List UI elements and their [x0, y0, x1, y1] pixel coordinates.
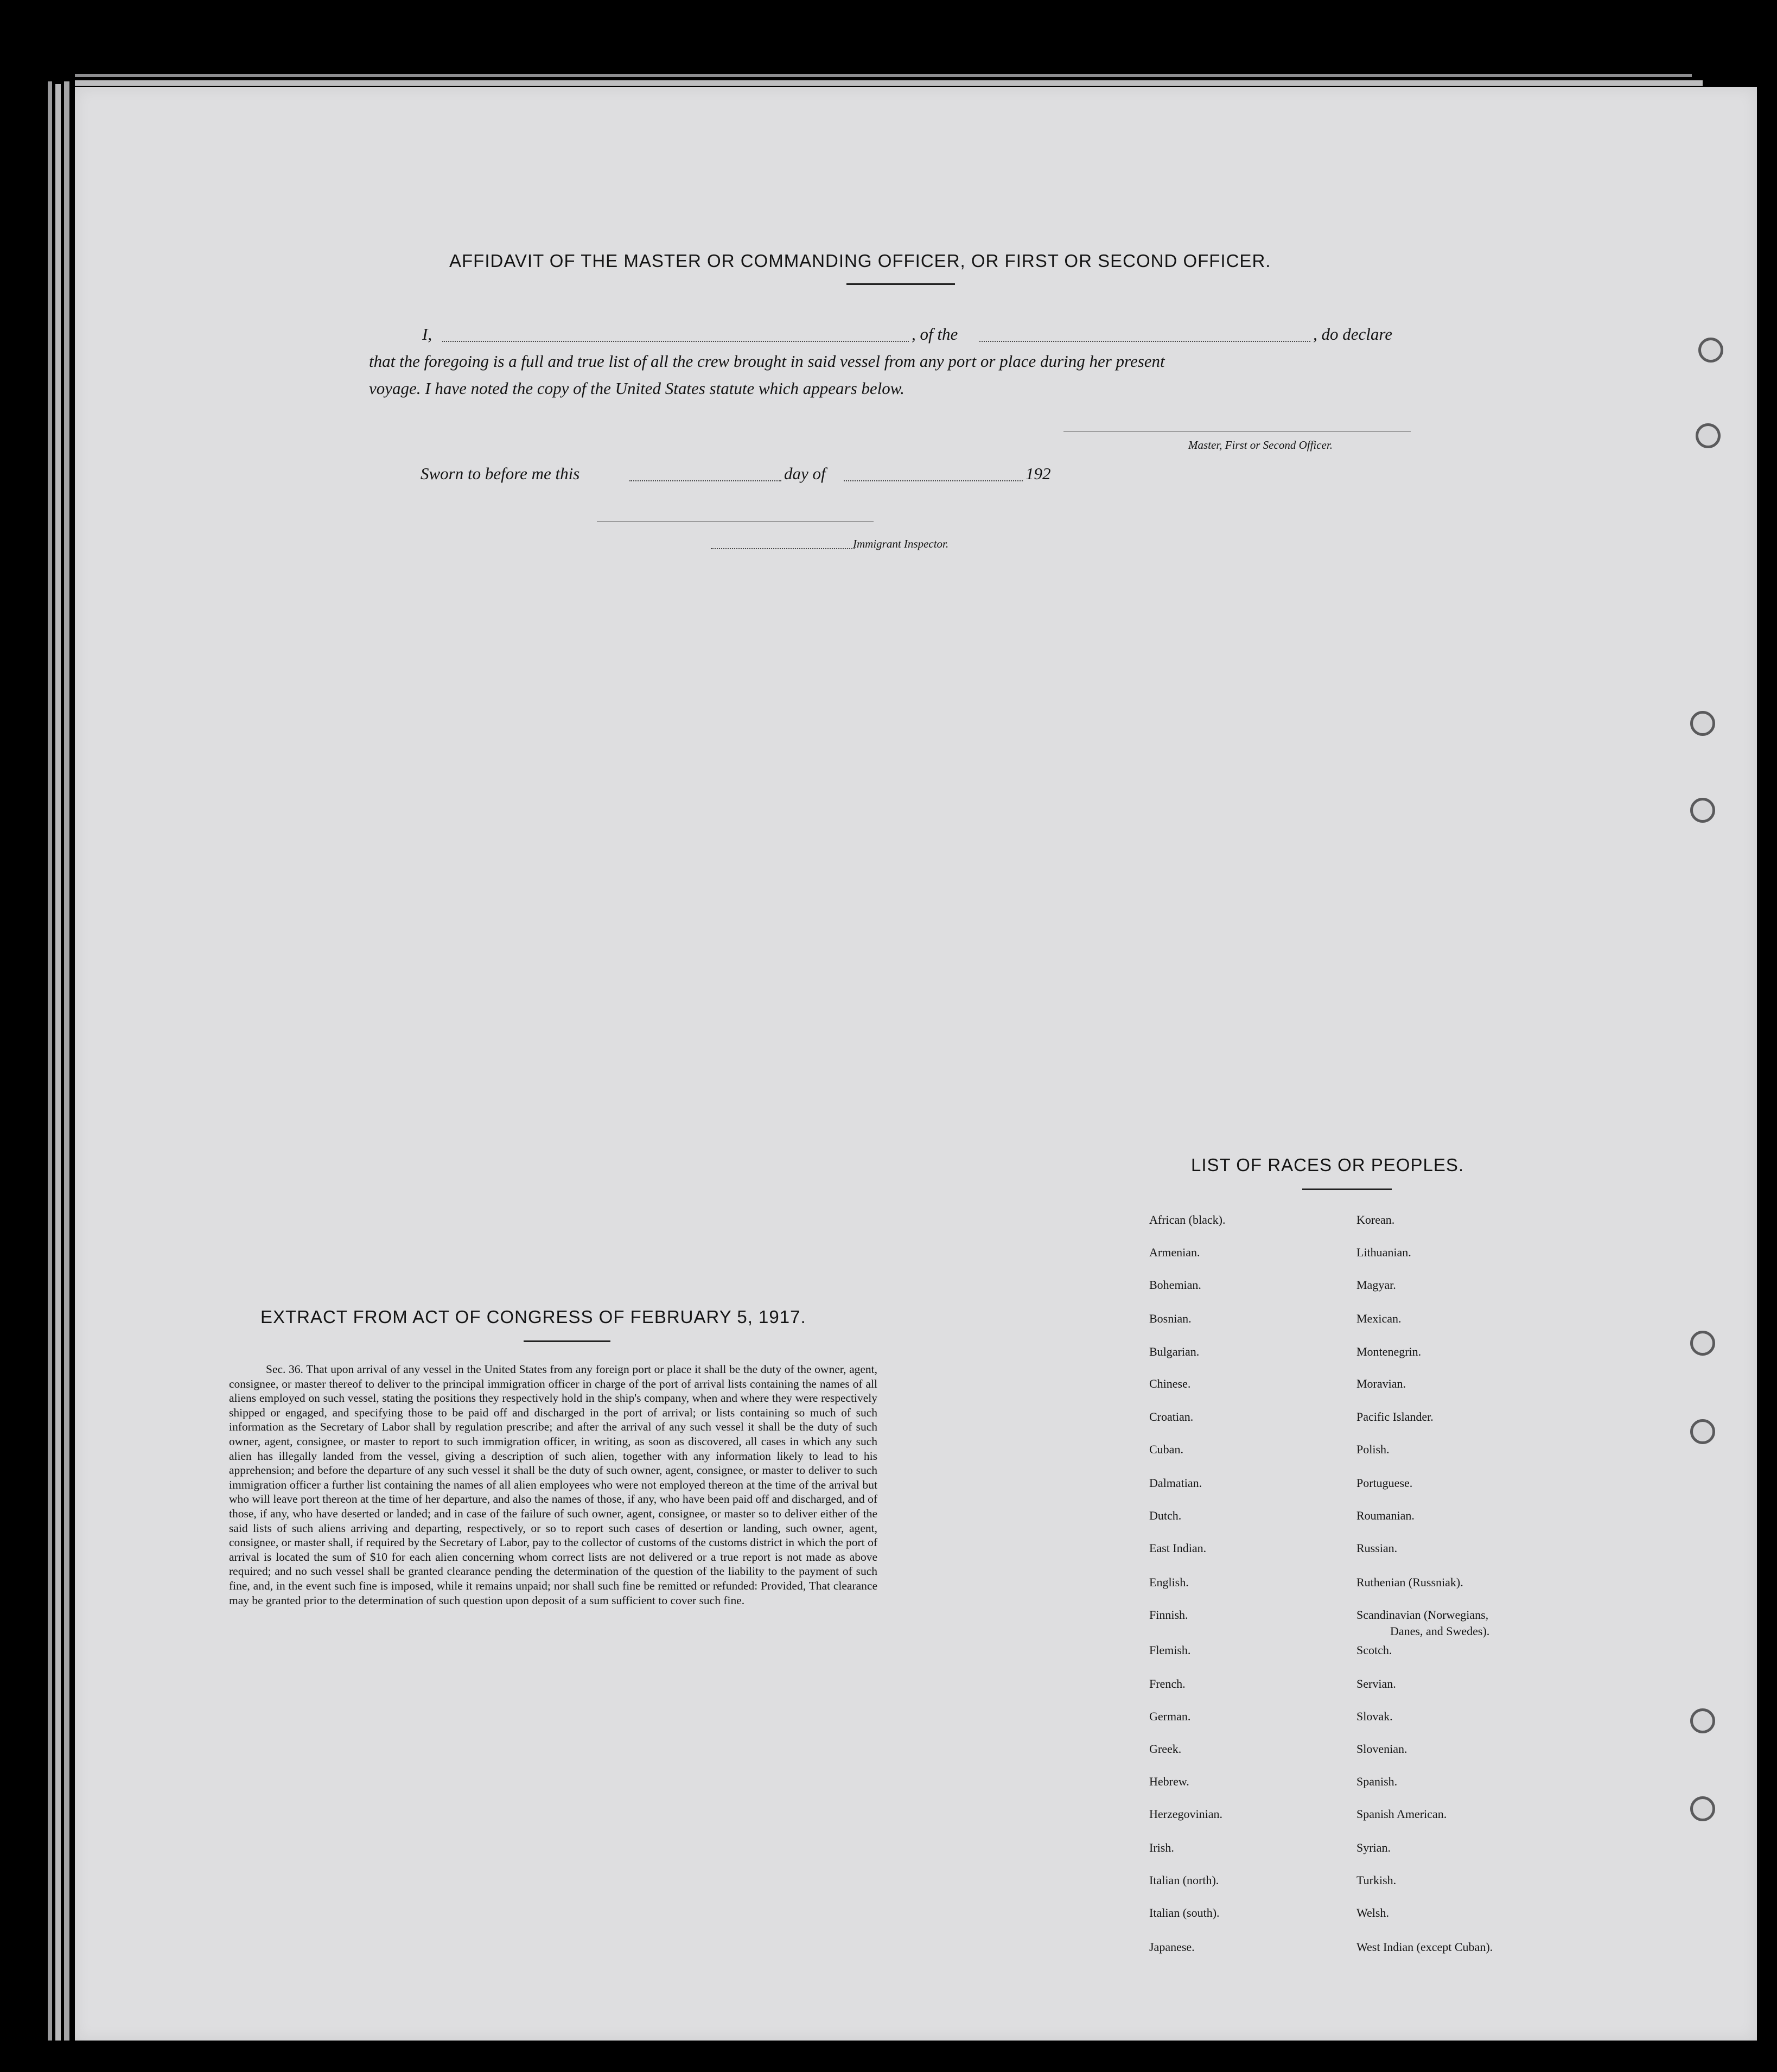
- race-item: Spanish.: [1356, 1775, 1398, 1788]
- race-item: Chinese.: [1149, 1377, 1191, 1390]
- binder-hole-icon: [1690, 1419, 1715, 1444]
- page-edge: [64, 81, 69, 2041]
- extract-statute-text: Sec. 36. That upon arrival of any vessel in the United States from any foreign port or place it shall be the duty of the owner, agent, consignee, or master thereof to deliver to the principal immigration officer in charge of the port of arrival lists containing the names of all aliens employed on such vessel, stating the positions they respectively hold in the ship's company, when and where they were respectively shipped or engaged, and specifying those to be paid off and discharged in the port of arrival; or lists containing so much of such information as the Secretary of Labor shall by regulation prescribe; and after the arrival of any such vessel it shall be the duty of such owner, agent, consignee, or master to report to such immigration officer, in writing, as soon as discovered, all cases in which any such alien has illegally landed from the vessel, giving a description of such alien, together with any information likely to lead to his apprehension; and before the departure of any such vessel it shall be the duty of such owner, agent, consignee, or master to deliver to such immigration officer a further list containing the names of all alien employees who were not employed thereon at the time of the arrival but who will leave port thereon at the time of her departure, and also the names of those, if any, who have been paid off and discharged, and of those, if any, who have deserted or landed; and in case of the failure of such owner, agent, consignee, or master so to deliver either of the said lists of such aliens arriving and departing, respectively, or so to report such cases of desertion or landing, such owner, agent, consignee, or master shall, if required by the Secretary of Labor, pay to the collector of customs of the customs district in which the port of arrival is located the sum of $10 for each alien concerning whom correct lists are not delivered or a true report is not made as above required; and no such vessel shall be granted clearance pending the determination of the question of the liability to the payment of such fine, and, in the event such fine is imposed, while it remains unpaid; nor shall such fine be remitted or refunded: Provided, That clearance may be granted prior to the determination of such question upon deposit of a sum sufficient to cover such fine.: [229, 1363, 877, 1607]
- race-item: Korean.: [1356, 1213, 1395, 1226]
- race-item: Irish.: [1149, 1841, 1174, 1854]
- document-page: [75, 87, 1757, 2041]
- sworn-month-line: [844, 480, 1023, 481]
- races-title-rule: [1302, 1188, 1392, 1190]
- race-item: East Indian.: [1149, 1541, 1207, 1555]
- race-item: English.: [1149, 1575, 1189, 1589]
- affidavit-title: AFFIDAVIT OF THE MASTER OR COMMANDING OFFICER, OR FIRST OR SECOND OFFICER.: [449, 251, 1271, 271]
- extract-title-rule: [524, 1340, 610, 1342]
- race-item: Moravian.: [1356, 1377, 1406, 1390]
- race-item: Bohemian.: [1149, 1278, 1201, 1292]
- sworn-year-label: 192: [1026, 464, 1051, 483]
- page-edge: [75, 74, 1692, 77]
- race-item: Slovak.: [1356, 1709, 1393, 1723]
- sworn-label: Sworn to before me this: [421, 464, 580, 483]
- race-item: German.: [1149, 1709, 1191, 1723]
- affidavit-of-the-label: , of the: [912, 325, 958, 344]
- race-item: Russian.: [1356, 1541, 1398, 1555]
- race-item: Finnish.: [1149, 1608, 1188, 1622]
- race-item: Italian (north).: [1149, 1873, 1219, 1887]
- race-item: Lithuanian.: [1356, 1245, 1411, 1259]
- binder-hole-icon: [1690, 798, 1715, 823]
- binder-hole-icon: [1690, 1331, 1715, 1356]
- race-item: Syrian.: [1356, 1841, 1391, 1854]
- race-item: Croatian.: [1149, 1410, 1194, 1423]
- inspector-label: Immigrant Inspector.: [853, 537, 949, 550]
- affidavit-line-3: voyage. I have noted the copy of the United States statute which appears below.: [369, 379, 905, 398]
- race-item: West Indian (except Cuban).: [1356, 1940, 1493, 1954]
- binder-hole-icon: [1690, 1708, 1715, 1733]
- race-item: Greek.: [1149, 1742, 1182, 1756]
- races-title: LIST OF RACES OR PEOPLES.: [1191, 1155, 1464, 1175]
- affidavit-line-2: that the foregoing is a full and true list of all the crew brought in said vessel from any port or place during her present: [369, 352, 1165, 371]
- race-item: Servian.: [1356, 1677, 1396, 1690]
- master-signature-label: Master, First or Second Officer.: [1188, 438, 1333, 452]
- affidavit-i-label: I,: [422, 325, 432, 344]
- affidavit-declare-label: , do declare: [1313, 325, 1393, 344]
- race-item: Pacific Islander.: [1356, 1410, 1434, 1423]
- race-item: Herzegovinian.: [1149, 1807, 1222, 1821]
- race-item: Hebrew.: [1149, 1775, 1189, 1788]
- race-item: French.: [1149, 1677, 1186, 1690]
- binder-hole-icon: [1698, 338, 1723, 363]
- race-item: Flemish.: [1149, 1643, 1191, 1657]
- race-item: Dalmatian.: [1149, 1476, 1202, 1490]
- race-item: Scandinavian (Norwegians,: [1356, 1608, 1489, 1622]
- race-item: Italian (south).: [1149, 1906, 1220, 1920]
- race-item: Slovenian.: [1356, 1742, 1407, 1756]
- race-item: Bosnian.: [1149, 1312, 1192, 1325]
- race-item: Montenegrin.: [1356, 1345, 1422, 1358]
- race-item: Magyar.: [1356, 1278, 1396, 1292]
- race-item: Scotch.: [1356, 1643, 1392, 1657]
- race-item: African (black).: [1149, 1213, 1226, 1226]
- race-item: Portuguese.: [1356, 1476, 1413, 1490]
- page-edge: [75, 80, 1703, 86]
- binder-hole-icon: [1690, 1796, 1715, 1821]
- race-item: Cuban.: [1149, 1442, 1183, 1456]
- inspector-signature-line: [597, 521, 874, 522]
- race-item: Spanish American.: [1356, 1807, 1447, 1821]
- race-item: Roumanian.: [1356, 1509, 1415, 1522]
- extract-title: EXTRACT FROM ACT OF CONGRESS OF FEBRUARY 5, 1917.: [260, 1307, 806, 1327]
- inspector-dotted-line: [711, 548, 855, 549]
- page-edge: [48, 81, 52, 2041]
- sworn-day-of-label: day of: [784, 464, 826, 483]
- race-item: Japanese.: [1149, 1940, 1195, 1954]
- race-item: Ruthenian (Russniak).: [1356, 1575, 1463, 1589]
- race-item: Polish.: [1356, 1442, 1390, 1456]
- sworn-day-line: [629, 480, 781, 481]
- race-item: Welsh.: [1356, 1906, 1389, 1920]
- race-item: Armenian.: [1149, 1245, 1200, 1259]
- race-item: Danes, and Swedes).: [1390, 1624, 1490, 1638]
- vessel-blank-line: [979, 341, 1310, 342]
- name-blank-line: [442, 341, 909, 342]
- race-item: Turkish.: [1356, 1873, 1397, 1887]
- binder-hole-icon: [1690, 711, 1715, 736]
- master-signature-line: [1063, 431, 1411, 432]
- race-item: Mexican.: [1356, 1312, 1402, 1325]
- race-item: Dutch.: [1149, 1509, 1182, 1522]
- race-item: Bulgarian.: [1149, 1345, 1200, 1358]
- binder-hole-icon: [1696, 423, 1721, 448]
- page-edge: [55, 84, 61, 2041]
- affidavit-title-rule: [846, 283, 955, 285]
